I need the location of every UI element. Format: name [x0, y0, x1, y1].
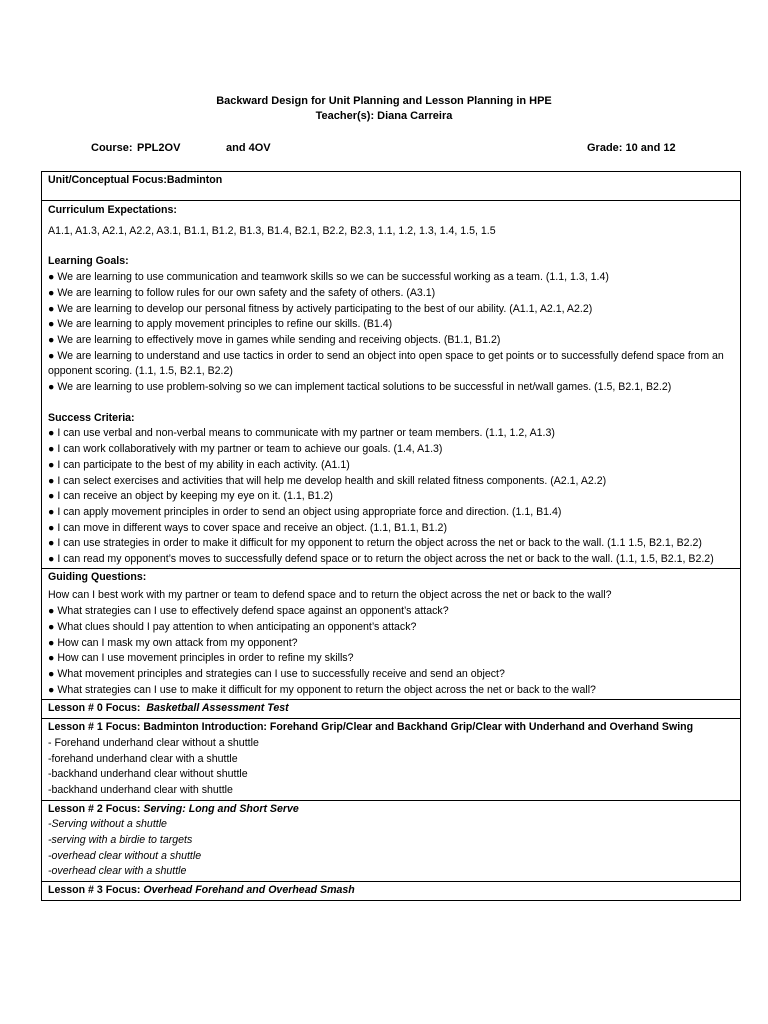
- lesson-1-item: -forehand underhand clear with a shuttle: [48, 752, 238, 765]
- lesson-0-label: Lesson # 0 Focus:: [48, 702, 141, 715]
- unit-plan-table: [41, 171, 741, 901]
- success-criteria-item: ● I can select exercises and activities that will help me develop health and skill related fitness components. (A2.1, A2.2): [48, 474, 607, 487]
- lesson-2-label: Lesson # 2 Focus:: [48, 802, 141, 815]
- lesson-2-item: -overhead clear without a shuttle: [48, 849, 202, 862]
- success-criteria-item: ● I can use strategies in order to make it difficult for my opponent to return the object across the net or back to the wall. (1.1 1.5, B2.1, B2.2): [48, 537, 702, 550]
- document-title: Backward Design for Unit Planning and Lesson Planning in HPE: [216, 95, 552, 107]
- guiding-question-item: ● How can I mask my own attack from my opponent?: [48, 636, 298, 649]
- guiding-questions-heading: Guiding Questions:: [48, 570, 147, 583]
- lesson-0-focus: Basketball Assessment Test: [146, 702, 289, 715]
- curriculum-heading: Curriculum Expectations:: [48, 204, 177, 216]
- guiding-questions-intro: How can I best work with my partner or team to defend space and to return the object across the net or back to the wall?: [48, 589, 612, 602]
- success-criteria-item: ● I can read my opponent’s moves to successfully defend space or to return the object across the net or back to the wall. (1.1, 1.5, B2.1, B2.2): [48, 553, 714, 566]
- learning-goal-item: ● We are learning to use communication and teamwork skills so we can be successful working as a team. (1.1, 1.3, 1.4): [48, 271, 609, 284]
- success-criteria-item: ● I can work collaboratively with my partner or team to achieve our goals. (1.4, A1.3): [48, 443, 443, 456]
- course-value: PPL2OV: [137, 142, 181, 154]
- unit-label: Unit/Conceptual Focus:: [48, 174, 167, 186]
- success-criteria-item: ● I can use verbal and non-verbal means to communicate with my partner or team members. (1.1, 1.2, A1.3): [48, 427, 555, 440]
- lesson-3-label: Lesson # 3 Focus:: [48, 884, 141, 897]
- lesson-2-item: -serving with a birdie to targets: [48, 834, 193, 847]
- success-criteria-item: ● I can participate to the best of my ability in each activity. (A1.1): [48, 458, 350, 471]
- lesson-2-item: -overhead clear with a shuttle: [48, 865, 187, 878]
- grade-label: Grade: 10 and 12: [587, 142, 676, 154]
- success-criteria-heading: Success Criteria:: [48, 411, 135, 424]
- teacher-name: Teacher(s): Diana Carreira: [315, 110, 453, 122]
- guiding-questions-row: [42, 568, 741, 700]
- lesson-2-focus: Serving: Long and Short Serve: [143, 802, 299, 815]
- lesson-3-row: [42, 882, 741, 901]
- success-criteria-item: ● I can move in different ways to cover space and receive an object. (1.1, B1.1, B1.2): [48, 521, 447, 534]
- lesson-3-focus: Overhead Forehand and Overhead Smash: [143, 884, 355, 897]
- learning-goal-item: ● We are learning to effectively move in games while sending and receiving objects. (B1.1, B1.2): [48, 333, 501, 346]
- lesson-1-label: Lesson # 1 Focus: Badminton Introduction: Forehand Grip/Clear and Backhand Grip/Clear with Underhand and Overhand Swing: [48, 721, 694, 734]
- success-criteria-item: ● I can apply movement principles in order to send an object using appropriate force and direction. (1.1, B1.4): [48, 505, 562, 518]
- lesson-1-item: -backhand underhand clear without shuttle: [48, 768, 248, 781]
- lesson-2-item: -Serving without a shuttle: [48, 818, 167, 831]
- learning-goal-item: ● We are learning to use problem-solving so we can implement tactical solutions to be successful in net/wall games. (1.5, B2.1, B2.2): [48, 381, 672, 394]
- course-label: Course:: [91, 142, 133, 154]
- lesson-1-row: [42, 719, 741, 801]
- learning-goal-item: ● We are learning to develop our personal fitness by actively participating to the best of our ability. (A1.1, A2.1, A2.2): [48, 302, 593, 315]
- unit-row: [42, 172, 741, 201]
- learning-goal-item: ● We are learning to follow rules for our own safety and the safety of others. (A3.1): [48, 286, 436, 299]
- lesson-1-item: - Forehand underhand clear without a shuttle: [48, 736, 259, 749]
- lesson-0-row: [42, 700, 741, 719]
- unit-value: Badminton: [166, 174, 223, 186]
- lesson-1-item: -backhand underhand clear with shuttle: [48, 783, 233, 796]
- guiding-question-item: ● What clues should I pay attention to when anticipating an opponent’s attack?: [48, 620, 417, 633]
- guiding-question-item: ● What strategies can I use to effectively defend space against an opponent’s attack?: [48, 605, 449, 618]
- success-criteria-item: ● I can receive an object by keeping my eye on it. (1.1, B1.2): [48, 490, 333, 503]
- guiding-question-item: ● What strategies can I use to make it difficult for my opponent to return the object across the net or back to the wall?: [48, 683, 596, 696]
- lesson-2-row: [42, 800, 741, 882]
- guiding-question-item: ● What movement principles and strategies can I use to successfully receive and send an object?: [48, 667, 505, 680]
- learning-goal-item: ● We are learning to understand and use tactics in order to send an object into open space to get points or to successfully defend space from an opponent scoring. (1.1, 1.5, B2.1, B2.2): [48, 349, 724, 378]
- expectations-row: [42, 201, 741, 569]
- learning-goals-heading: Learning Goals:: [48, 255, 129, 268]
- curriculum-codes: A1.1, A1.3, A2.1, A2.2, A3.1, B1.1, B1.2, B1.3, B1.4, B2.1, B2.2, B2.3, 1.1, 1.2, 1.3, 1.4, 1.5, 1.5: [48, 224, 496, 237]
- course-and: and 4OV: [226, 142, 271, 154]
- guiding-question-item: ● How can I use movement principles in order to refine my skills?: [48, 652, 354, 665]
- learning-goal-item: ● We are learning to apply movement principles to refine our skills. (B1.4): [48, 318, 393, 331]
